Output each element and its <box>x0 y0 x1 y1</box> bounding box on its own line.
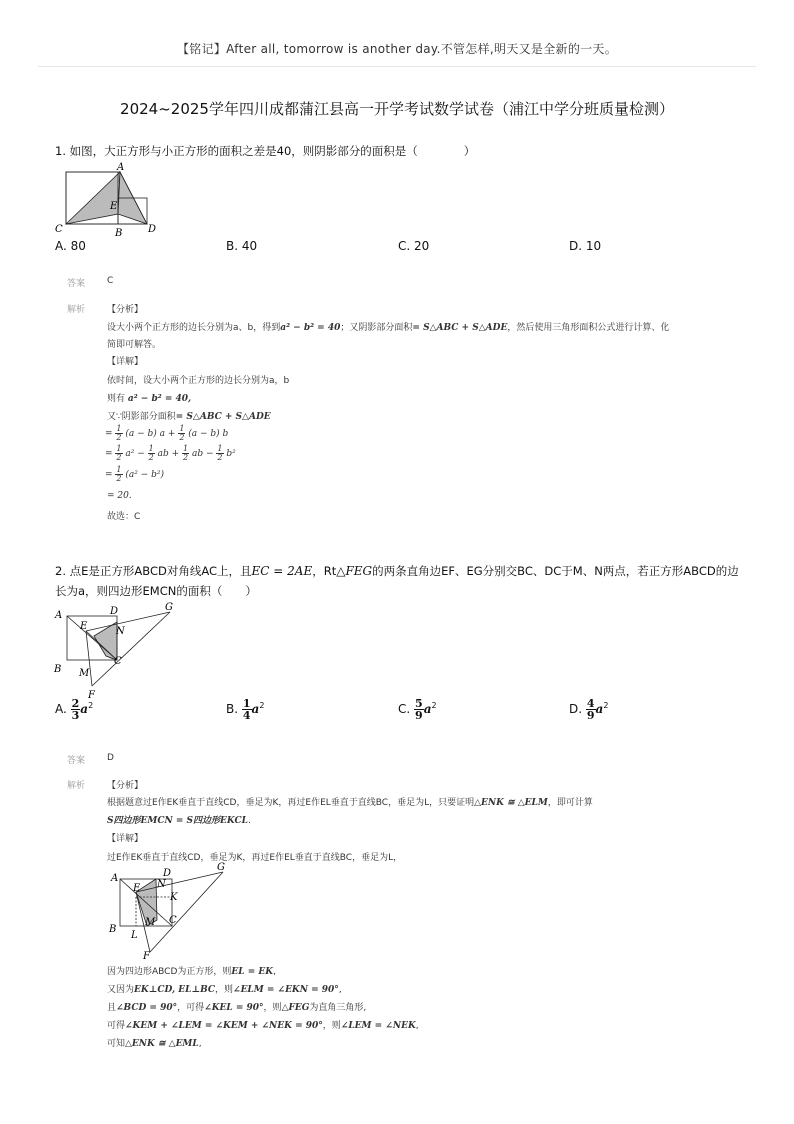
q1-xiangjie-heading: 【详解】 <box>107 357 144 367</box>
q1-option-d[interactable]: D. 10 <box>569 239 602 253</box>
q2-detail-line5: 可得∠KEM + ∠LEM = ∠KEM + ∠NEK = 90°，则∠LEM = ∠NEK, <box>107 1021 419 1031</box>
fig2-label-m: M <box>79 668 90 679</box>
q1-option-c[interactable]: C. 20 <box>398 239 430 253</box>
q2-detail-line4: 且∠BCD = 90°，可得∠KEL = 90°，则△FEG为直角三角形, <box>107 1003 367 1013</box>
q2-detail-line1: 过E作EK垂直于直线CD，垂足为K，再过E作EL垂直于直线BC，垂足为L， <box>107 853 403 863</box>
q1-detail-line7: = 20. <box>107 491 132 501</box>
q1-answer-value: C <box>107 276 114 286</box>
q2-detail-line2: 因为四边形ABCD为正方形，则EL = EK, <box>107 967 276 977</box>
fig3-label-f: F <box>143 951 150 962</box>
motto-text: 【铭记】After all, tomorrow is another day.不管怎样,明天又是全新的一天。 <box>176 42 618 56</box>
fig3-label-d: D <box>163 868 172 879</box>
q2-option-b[interactable]: B. $\frac{1}{4}$ $a^2$ <box>226 697 265 722</box>
fig3-label-k: K <box>170 892 178 903</box>
q2-detail-figure <box>105 862 230 962</box>
q2-option-d[interactable]: D. $\frac{4}{9}$ $a^2$ <box>569 697 609 722</box>
q2-detail-line3: 又因为EK⊥CD, EL⊥BC，则∠ELM = ∠EKN = 90°, <box>107 985 342 995</box>
q1-analysis-label: 解析 <box>67 305 86 315</box>
q1-detail-line6: = $\frac{1}{2}$ (a² − b²) <box>105 465 165 483</box>
fig3-label-b: B <box>109 924 117 935</box>
q2-fenxi-heading: 【分析】 <box>107 781 144 791</box>
fig3-label-a: A <box>111 873 119 884</box>
q1-analysis-line1: 设大小两个正方形的边长分别为a、b，得到a² − b² = 40；又阴影部分面积= S△ABC + S△ADE，然后使用三角形面积公式进行计算、化 <box>107 323 670 333</box>
fig-label-e: E <box>110 201 118 212</box>
q1-answer-label: 答案 <box>67 279 86 289</box>
q2-xiangjie-heading: 【详解】 <box>107 834 144 844</box>
q1-option-a[interactable]: A. 80 <box>55 239 86 253</box>
q1-detail-line4: = $\frac{1}{2}$ (a − b) a + $\frac{1}{2}$ (a − b) b <box>105 424 229 442</box>
header-divider <box>38 66 756 67</box>
fig3-label-g: G <box>217 862 225 873</box>
q2-option-a[interactable]: A. $\frac{2}{3}$ $a^2$ <box>55 697 94 722</box>
q2-option-c[interactable]: C. $\frac{5}{9}$ $a^2$ <box>398 697 437 722</box>
q1-stem: 1. 如图，大正方形与小正方形的面积之差是40，则阴影部分的面积是（ ） <box>55 144 476 158</box>
q2-answer-label: 答案 <box>67 756 86 766</box>
q1-analysis-line2: 简即可解答。 <box>107 340 162 350</box>
fig3-label-e: E <box>133 883 141 894</box>
q2-analysis-line2: S四边形EMCN = S四边形EKCL. <box>107 816 251 826</box>
fig3-label-n: N <box>157 879 166 890</box>
q1-detail-line1: 依时间，设大小两个正方形的边长分别为a，b <box>107 376 290 386</box>
page-title: 2024~2025学年四川成都蒲江县高一开学考试数学试卷（浦江中学分班质量检测） <box>120 100 674 118</box>
fig2-label-c: C <box>114 656 122 667</box>
fig2-label-f: F <box>88 690 95 701</box>
q2-answer-value: D <box>107 753 114 763</box>
fig2-label-g: G <box>165 602 173 613</box>
q1-figure <box>52 160 160 240</box>
q1-option-b[interactable]: B. 40 <box>226 239 258 253</box>
q1-fenxi-heading: 【分析】 <box>107 305 144 315</box>
fig-label-a: A <box>117 162 125 173</box>
q2-stem-line2: 长为a，则四边形EMCN的面积（ ） <box>55 584 257 598</box>
fig3-label-c: C <box>169 915 177 926</box>
q1-detail-line5: = $\frac{1}{2}$ a² − $\frac{1}{2}$ ab + $\frac{1}{2}$ ab − $\frac{1}{2}$ b² <box>105 444 236 462</box>
fig2-label-e: E <box>80 621 88 632</box>
q2-analysis-label: 解析 <box>67 781 86 791</box>
fig2-label-d: D <box>110 606 119 617</box>
fig-label-d: D <box>148 224 157 235</box>
q2-figure <box>50 598 185 703</box>
fig3-label-m: M <box>145 917 156 928</box>
q1-detail-line3: 又∵阴影部分面积= S△ABC + S△ADE <box>107 412 271 422</box>
fig2-label-a: A <box>55 610 63 621</box>
q2-stem-line1: 2. 点E是正方形ABCD对角线AC上，且EC = 2AE，Rt△FEG的两条直角边EF、EG分别交BC、DC于M、N两点，若正方形ABCD的边 <box>55 564 739 578</box>
fig-label-b: B <box>115 228 123 239</box>
fig2-label-b: B <box>54 664 62 675</box>
fig3-label-l: L <box>131 930 138 941</box>
q1-detail-line2: 则有 a² − b² = 40, <box>107 394 192 404</box>
q2-analysis-line1: 根据题意过E作EK垂直于直线CD，垂足为K，再过E作EL垂直于直线BC，垂足为L，只要证明△ENK ≅ △ELM，即可计算 <box>107 798 593 808</box>
fig-label-c: C <box>55 224 63 235</box>
q1-detail-line8: 故选：C <box>107 512 141 522</box>
q2-detail-line6: 可知△ENK ≅ △EML, <box>107 1039 202 1049</box>
fig2-label-n: N <box>116 626 125 637</box>
